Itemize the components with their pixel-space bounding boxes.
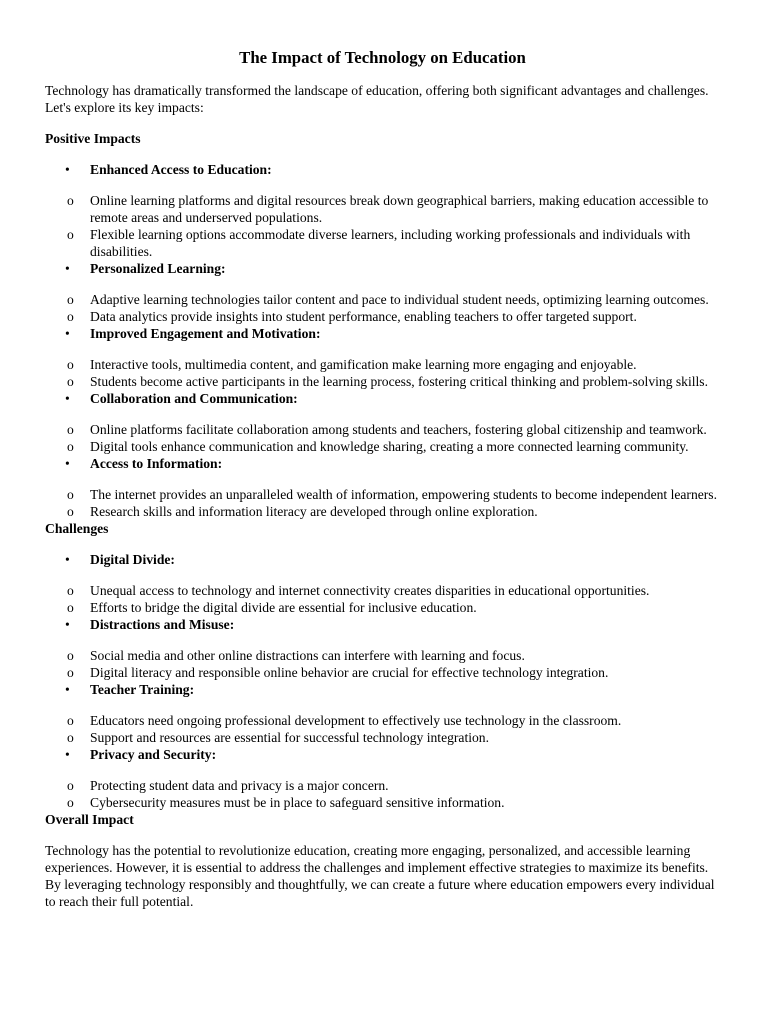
topic-title: Personalized Learning: (90, 261, 226, 276)
topic-list (45, 551, 720, 811)
list-item (45, 664, 720, 681)
topic-title: Enhanced Access to Education: (90, 162, 272, 177)
point-text: Flexible learning options accommodate diverse learners, including working professionals and individuals with disabilities. (90, 227, 691, 259)
circle-bullet-icon: o (67, 778, 74, 793)
point-text: Adaptive learning technologies tailor content and pace to individual student needs, optimizing learning outcomes. (90, 292, 709, 307)
point-text: Protecting student data and privacy is a major concern. (90, 778, 389, 793)
topic-title: Distractions and Misuse: (90, 617, 235, 632)
point-text: Research skills and information literacy are developed through online exploration. (90, 504, 538, 519)
point-text: The internet provides an unparalleled wealth of information, empowering students to become independent learners. (90, 487, 717, 502)
topic-item (45, 260, 720, 325)
circle-bullet-icon: o (67, 504, 74, 519)
topic-title-row (45, 746, 720, 763)
section-heading: Positive Impacts (45, 131, 141, 146)
circle-bullet-icon: o (67, 665, 74, 680)
point-text: Cybersecurity measures must be in place to safeguard sensitive information. (90, 795, 505, 810)
circle-bullet-icon: o (67, 600, 74, 615)
point-text: Support and resources are essential for successful technology integration. (90, 730, 490, 745)
topic-title: Digital Divide: (90, 552, 175, 567)
list-item (45, 486, 720, 503)
topic-list (45, 161, 720, 520)
topic-title-row (45, 681, 720, 698)
circle-bullet-icon: o (67, 357, 74, 372)
point-list (45, 582, 720, 616)
list-item (45, 291, 720, 308)
list-item (45, 503, 720, 520)
list-item (45, 308, 720, 325)
point-text: Efforts to bridge the digital divide are essential for inclusive education. (90, 600, 477, 615)
list-item (45, 777, 720, 794)
point-text: Students become active participants in the learning process, fostering critical thinking and problem-solving skills. (90, 374, 708, 389)
circle-bullet-icon: o (67, 439, 74, 454)
topic-title: Teacher Training: (90, 682, 195, 697)
circle-bullet-icon: o (67, 374, 74, 389)
list-item (45, 647, 720, 664)
topic-title: Privacy and Security: (90, 747, 217, 762)
point-text: Educators need ongoing professional development to effectively use technology in the classroom. (90, 713, 622, 728)
topic-item (45, 681, 720, 746)
bullet-icon: • (65, 162, 70, 177)
list-item (45, 712, 720, 729)
topic-item (45, 390, 720, 455)
point-text: Interactive tools, multimedia content, and gamification make learning more engaging and enjoyable. (90, 357, 637, 372)
topic-title-row (45, 161, 720, 178)
topic-title-row (45, 551, 720, 568)
sections-container (45, 130, 720, 811)
circle-bullet-icon: o (67, 309, 74, 324)
bullet-icon: • (65, 391, 70, 406)
topic-title-row (45, 455, 720, 472)
topic-item (45, 161, 720, 260)
bullet-icon: • (65, 326, 70, 341)
list-item (45, 373, 720, 390)
topic-title: Collaboration and Communication: (90, 391, 298, 406)
bullet-icon: • (65, 682, 70, 697)
bullet-icon: • (65, 261, 70, 276)
circle-bullet-icon: o (67, 730, 74, 745)
overall-impact-heading: Overall Impact (45, 812, 134, 827)
list-item (45, 599, 720, 616)
point-list (45, 712, 720, 746)
topic-item (45, 455, 720, 520)
circle-bullet-icon: o (67, 422, 74, 437)
point-text: Online platforms facilitate collaboration among students and teachers, fostering global citizenship and teamwork. (90, 422, 707, 437)
section-heading: Challenges (45, 521, 109, 536)
circle-bullet-icon: o (67, 795, 74, 810)
point-text: Social media and other online distractions can interfere with learning and focus. (90, 648, 525, 663)
topic-title: Access to Information: (90, 456, 223, 471)
topic-title-row (45, 325, 720, 342)
list-item (45, 438, 720, 455)
bullet-icon: • (65, 617, 70, 632)
document-title: The Impact of Technology on Education (239, 48, 526, 67)
topic-item (45, 616, 720, 681)
bullet-icon: • (65, 747, 70, 762)
point-list (45, 777, 720, 811)
circle-bullet-icon: o (67, 648, 74, 663)
topic-title: Improved Engagement and Motivation: (90, 326, 321, 341)
topic-item (45, 746, 720, 811)
point-text: Unequal access to technology and internet connectivity creates disparities in educational opportunities. (90, 583, 650, 598)
point-list (45, 356, 720, 390)
point-text: Digital tools enhance communication and knowledge sharing, creating a more connected learning community. (90, 439, 689, 454)
topic-title-row (45, 260, 720, 277)
circle-bullet-icon: o (67, 713, 74, 728)
point-list (45, 192, 720, 260)
intro-paragraph: Technology has dramatically transformed the landscape of education, offering both significant advantages and challenges. Let's explore its key impacts: (45, 83, 709, 115)
circle-bullet-icon: o (67, 193, 74, 208)
list-item (45, 582, 720, 599)
point-text: Data analytics provide insights into student performance, enabling teachers to offer targeted support. (90, 309, 637, 324)
point-list (45, 421, 720, 455)
circle-bullet-icon: o (67, 292, 74, 307)
point-list (45, 647, 720, 681)
point-list (45, 486, 720, 520)
list-item (45, 421, 720, 438)
list-item (45, 729, 720, 746)
circle-bullet-icon: o (67, 487, 74, 502)
point-text: Digital literacy and responsible online behavior are crucial for effective technology integration. (90, 665, 609, 680)
bullet-icon: • (65, 456, 70, 471)
topic-title-row (45, 616, 720, 633)
circle-bullet-icon: o (67, 227, 74, 242)
list-item (45, 192, 720, 226)
topic-item (45, 325, 720, 390)
topic-item (45, 551, 720, 616)
list-item (45, 794, 720, 811)
point-list (45, 291, 720, 325)
point-text: Online learning platforms and digital resources break down geographical barriers, making education accessible to remote areas and underserved populations. (90, 193, 709, 225)
list-item (45, 226, 720, 260)
list-item (45, 356, 720, 373)
overall-impact-paragraph: Technology has the potential to revolutionize education, creating more engaging, personalized, and accessible learning experiences. However, it is essential to address the challenges and implement effective strategies to maximize its benefits. By leveraging technology responsibly and thoughtfully, we can create a future where education empowers every individual to reach their full potential. (45, 843, 715, 909)
topic-title-row (45, 390, 720, 407)
circle-bullet-icon: o (67, 583, 74, 598)
bullet-icon: • (65, 552, 70, 567)
